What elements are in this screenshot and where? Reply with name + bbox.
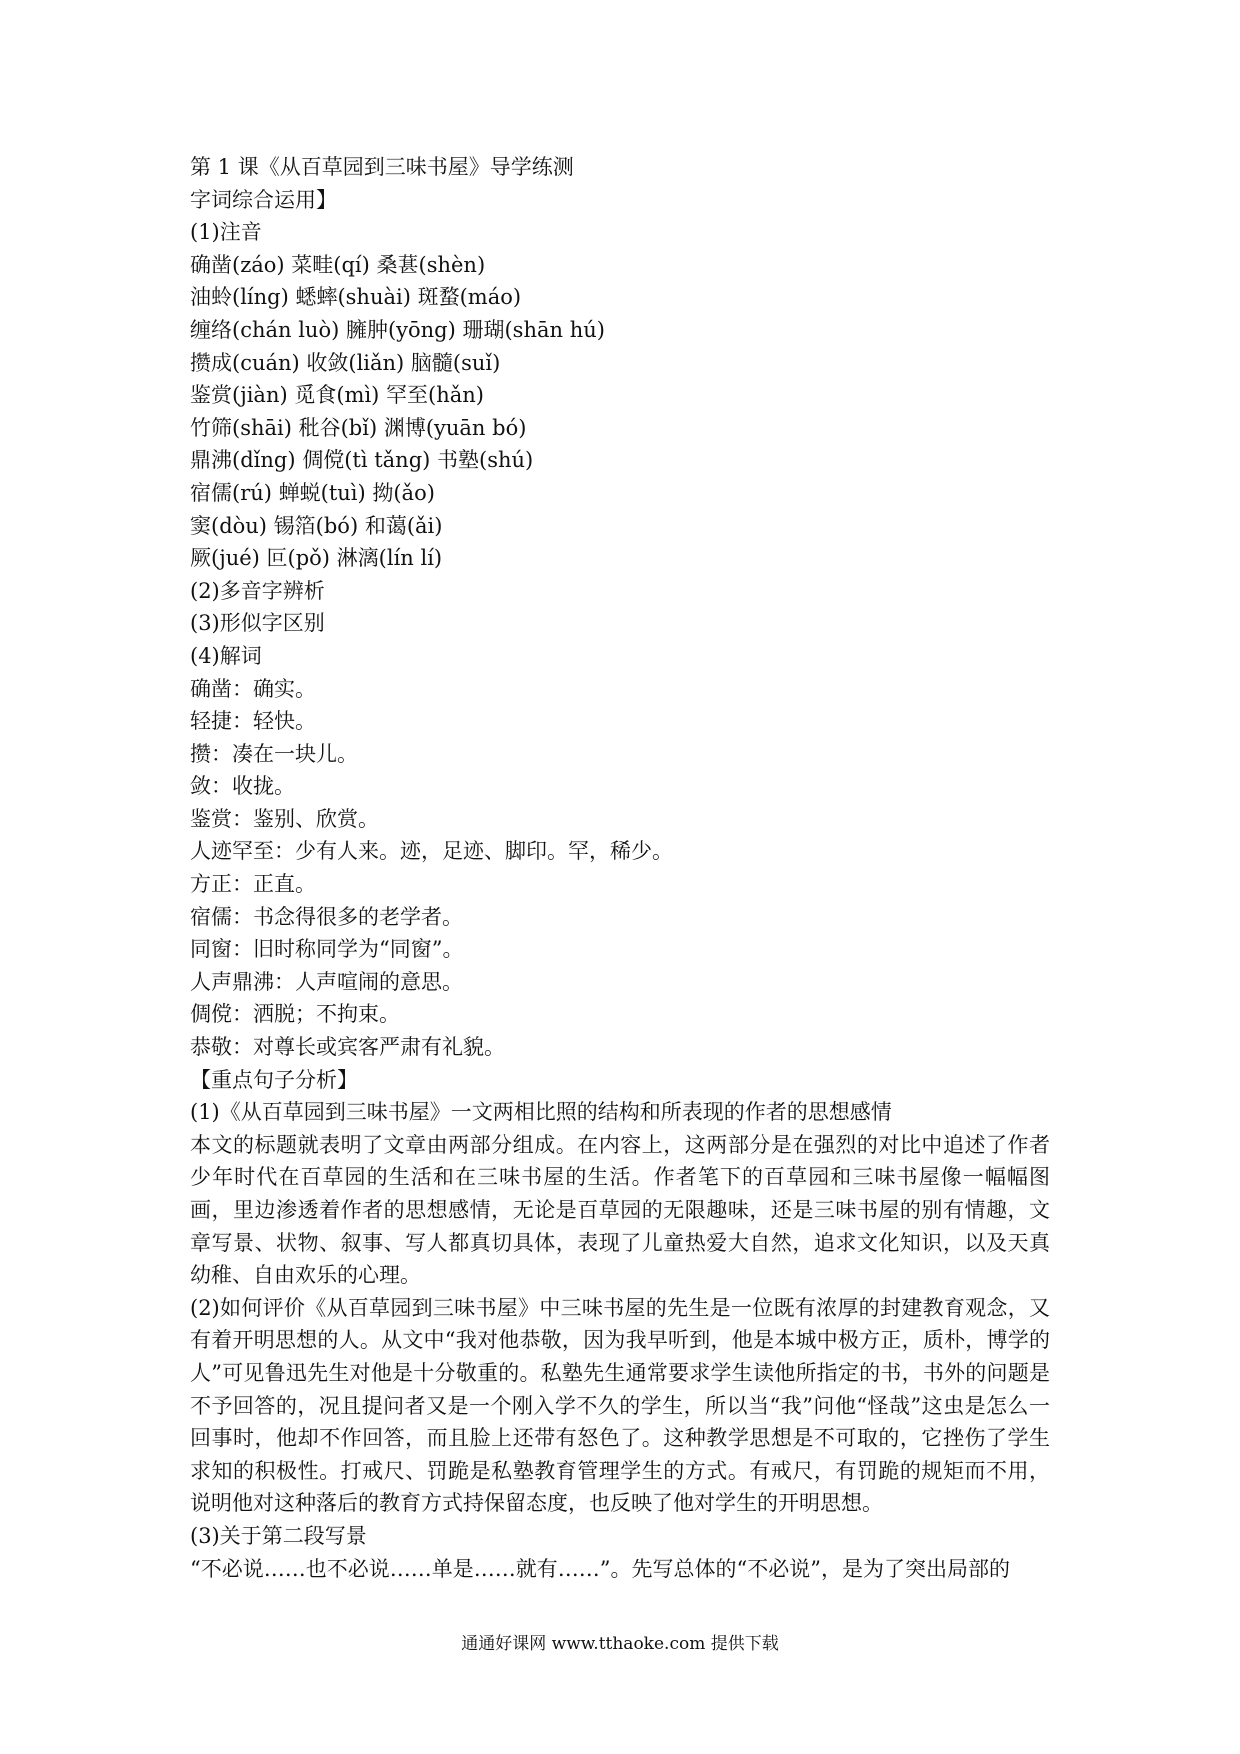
definition-item: 鉴赏：鉴别、欣赏。 [190,806,379,831]
pinyin-line: 缠络(chán luò) 臃肿(yōng) 珊瑚(shān hú) [190,317,605,342]
pinyin-line: 确凿(záo) 菜畦(qí) 桑葚(shèn) [190,252,486,277]
pinyin-line: 宿儒(rú) 蝉蜕(tuì) 拗(ǎo) [190,480,435,505]
definition-item: 倜傥：洒脱；不拘束。 [190,1002,400,1027]
page-footer: 通通好课网 www.tthaoke.com 提供下载 [461,1634,779,1654]
document-content [190,151,1050,1585]
section-heading-key-sentences: 【重点句子分析】 [190,1067,358,1092]
pinyin-line: 鉴赏(jiàn) 觅食(mì) 罕至(hǎn) [190,383,484,408]
pinyin-line: 厥(jué) 叵(pǒ) 淋漓(lín lí) [190,546,443,571]
subheading-pinyin: (1)注音 [190,220,262,245]
definition-item: 宿儒：书念得很多的老学者。 [190,904,463,929]
definition-item: 方正：正直。 [190,872,316,897]
definition-item: 恭敬：对尊长或宾客严肃有礼貌。 [190,1035,505,1060]
pinyin-line: 攒成(cuán) 收敛(liǎn) 脑髓(suǐ) [190,350,501,375]
analysis-3-body: “不必说……也不必说……单是……就有……”。先写总体的“不必说”，是为了突出局部的 [190,1556,1010,1581]
pinyin-line: 鼎沸(dǐng) 倜傥(tì tǎng) 书塾(shú) [190,448,534,473]
analysis-3-heading: (3)关于第二段写景 [190,1523,367,1548]
analysis-2-body: (2)如何评价《从百草园到三味书屋》中三味书屋的先生是一位既有浓厚的封建教育观念，又有着开明思想的人。从文中“我对他恭敬，因为我早听到，他是本城中极方正，质朴，博学的人”可见鲁迅先生对他是十分敬重的。私塾先生通常要求学生读他所指定的书，书外的问题是不予回答的，况且提问者又是一个刚入学不久的学生，所以当“我”问他“怪哉”这虫是怎么一回事时，他却不作回答，而且脸上还带有怒色了。这种教学思想是不可取的，它挫伤了学生求知的积极性。打戒尺、罚跪是私塾教育管理学生的方式。有戒尺，有罚跪的规矩而不用，说明他对这种落后的教育方式持保留态度，也反映了他对学生的开明思想。 [190,1295,1050,1516]
pinyin-line: 窦(dòu) 锡箔(bó) 和蔼(ǎi) [190,513,443,538]
analysis-1-body: 本文的标题就表明了文章由两部分组成。在内容上，这两部分是在强烈的对比中追述了作者少年时代在百草园的生活和在三味书屋的生活。作者笔下的百草园和三味书屋像一幅幅图画，里边渗透着作者的思想感情，无论是百草园的无限趣味，还是三味书屋的别有情趣，文章写景、状物、叙事、写人都真切具体，表现了儿童热爱大自然，追求文化知识，以及天真幼稚、自由欢乐的心理。 [190,1132,1050,1288]
definition-item: 确凿：确实。 [190,676,316,701]
definition-item: 人迹罕至：少有人来。迹，足迹、脚印。罕，稀少。 [190,839,673,864]
definition-item: 轻捷：轻快。 [190,709,316,734]
definition-item: 攒：凑在一块儿。 [190,741,358,766]
analysis-1-heading: (1)《从百草园到三味书屋》一文两相比照的结构和所表现的作者的思想感情 [190,1100,892,1125]
section-heading-vocabulary: 字词综合运用】 [190,187,337,212]
subheading-similar-characters: (3)形似字区别 [190,611,325,636]
definition-item: 人声鼎沸：人声喧闹的意思。 [190,969,463,994]
subheading-polyphone: (2)多音字辨析 [190,578,325,603]
definition-item: 敛：收拢。 [190,774,295,799]
definition-item: 同窗：旧时称同学为“同窗”。 [190,937,464,962]
pinyin-line: 竹筛(shāi) 秕谷(bǐ) 渊博(yuān bó) [190,415,527,440]
lesson-title: 第 1 课《从百草园到三味书屋》导学练测 [190,155,574,179]
pinyin-line: 油蛉(líng) 蟋蟀(shuài) 斑蝥(máo) [190,285,522,310]
subheading-definitions: (4)解词 [190,643,262,668]
